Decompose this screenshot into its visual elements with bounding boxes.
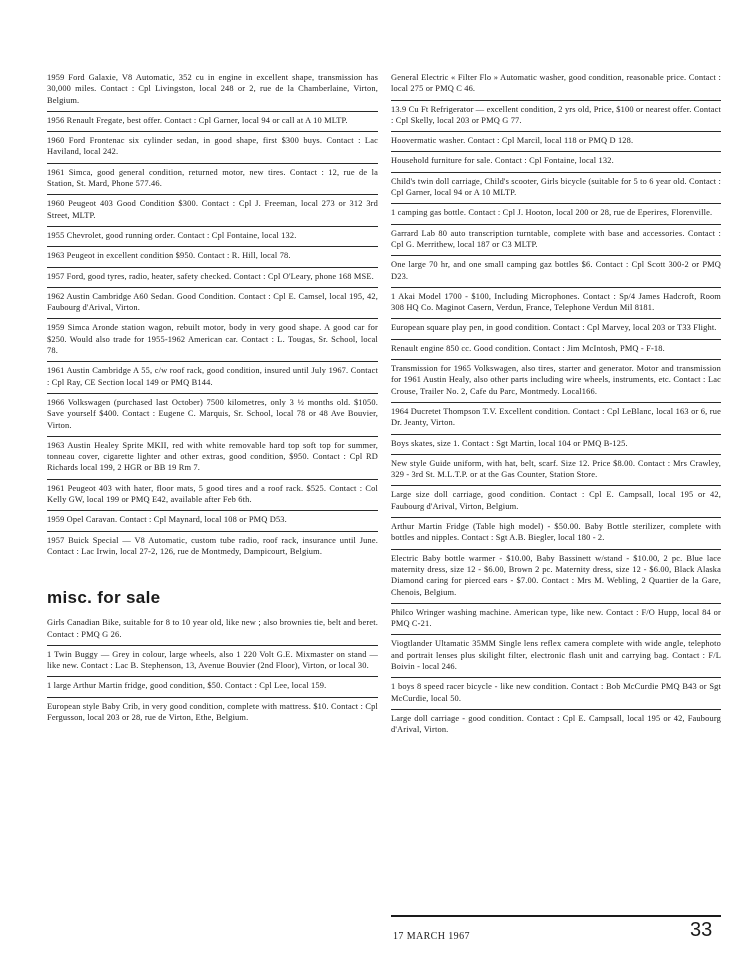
classified-ad: Transmission for 1965 Volkswagen, also tires, starter and generator. Motor and transmission for 1961 Austin Healy, also other parts including wire wheels, instruments, etc. Contact : Lac Crouse, Trailer No. 2, Cafe du Parc, Montmedy. Local166. xyxy=(391,359,721,402)
classified-ad: Girls Canadian Bike, suitable for 8 to 10 year old, like new ; also brownies tie, belt and beret. Contact : PMQ G 26. xyxy=(47,618,378,639)
classified-ad: Arthur Martin Fridge (Table high model) - $50.00. Baby Bottle sterilizer, complete with bottles and nipples. Contact : Sgt A.B. Biegler, local 180 - 2. xyxy=(391,517,721,549)
classified-ad: Hoovermatic washer. Contact : Cpl Marcil, local 118 or PMQ D 128. xyxy=(391,131,721,151)
classified-ad: 13.9 Cu Ft Refrigerator — excellent condition, 2 yrs old, Price, $100 or nearest offer. Contact : Cpl Skelly, local 203 or PMQ G 77. xyxy=(391,100,721,132)
classified-ad: Large doll carriage - good condition. Contact : Cpl E. Campsall, local 195 or 42, Faubourg d'Arival, Virton. xyxy=(391,709,721,741)
classified-ad: Child's twin doll carriage, Child's scooter, Girls bicycle (suitable for 5 to 6 year old. Contact : Cpl Garner, local 94 or A 10 MLTP. xyxy=(391,172,721,204)
classified-ad: European square play pen, in good condition. Contact : Cpl Marvey, local 203 or T33 Flight. xyxy=(391,318,721,338)
classified-ad: 1962 Austin Cambridge A60 Sedan. Good Condition. Contact : Cpl E. Camsel, local 195, 42, Faubourg d'Arival, Virton. xyxy=(47,287,378,319)
classified-ad: 1966 Volkswagen (purchased last October) 7500 kilometres, only 3 ½ months old. $1050. Save yourself $400. Contact : Eugene C. Marquis, Sr. School, local 78 or 48 Ave Bouvier, Virton. xyxy=(47,393,378,436)
classified-ad: General Electric « Filter Flo » Automatic washer, good condition, reasonable price. Contact : local 275 or PMQ C 46. xyxy=(391,73,721,94)
classified-ad: Electric Baby bottle warmer - $10.00, Baby Bassinett w/stand - $10.00, 2 pc. Blue lace maternity dress, size 12 - $6.00, Brown 2 pc. Maternity dress, size 12 - $6.00, Black Alaska Diamond caring for pierced ears - $7.00. Contact : Mrs M. Webling, 2 Quartier de la Gare, Chenois, Belgium. xyxy=(391,549,721,603)
classified-ad: 1 Akai Model 1700 - $100, Including Microphones. Contact : Sp/4 James Hadcroft, Room 308 HQ Co. Maginot Casern, Verdun, France, Telephone Verdun Mil 8181. xyxy=(391,287,721,319)
classified-ad: 1959 Opel Caravan. Contact : Cpl Maynard, local 108 or PMQ D53. xyxy=(47,510,378,530)
classified-ad: 1955 Chevrolet, good running order. Contact : Cpl Fontaine, local 132. xyxy=(47,226,378,246)
right-column xyxy=(391,68,721,740)
classified-ad: Renault engine 850 cc. Good condition. Contact : Jim McIntosh, PMQ - F-18. xyxy=(391,339,721,359)
classified-ad: 1957 Buick Special — V8 Automatic, custom tube radio, roof rack, insurance until June. Contact : Lac Irwin, local 27-2, 126, rue de Montmedy, Dampicourt, Belgium. xyxy=(47,531,378,563)
classified-ad: 1 camping gas bottle. Contact : Cpl J. Hooton, local 200 or 28, rue de Eperires, Florenville. xyxy=(391,203,721,223)
classified-ad: One large 70 hr, and one small camping gaz bottles $6. Contact : Cpl Scott 300-2 or PMQ D23. xyxy=(391,255,721,287)
footer-date: 17 MARCH 1967 xyxy=(393,931,470,942)
classified-ad: Philco Wringer washing machine. American type, like new. Contact : F/O Hupp, local 84 or PMQ C-21. xyxy=(391,603,721,635)
classified-ad: 1961 Simca, good general condition, returned motor, new tires. Contact : 12, rue de la Station, St. Mard, Phone 577.46. xyxy=(47,163,378,195)
classified-ad: Garrard Lab 80 auto transcription turntable, complete with base and accessories. Contact : Cpl G. Merrithew, local 187 or C3 MLTP. xyxy=(391,224,721,256)
classified-ad: 1 Twin Buggy — Grey in colour, large wheels, also 1 220 Volt G.E. Mixmaster on stand — like new. Contact : Lac B. Stephenson, 13, Avenue Bouvier (2nd Floor), Virton, or local 30. xyxy=(47,645,378,677)
classified-ad: 1959 Simca Aronde station wagon, rebuilt motor, body in very good shape. A good car for $250. Would also trade for 1955-1962 American car. Contact : L. Tougas, Sr. School, local 78. xyxy=(47,318,378,361)
classified-ad: Viogtlander Ultamatic 35MM Single lens reflex camera complete with wide angle, telephoto and portrait lenses plus skilight filter, electronic flash unit and carrying bag. Contact : F/L Boivin - local 246. xyxy=(391,634,721,677)
classified-ad: 1960 Peugeot 403 Good Condition $300. Contact : Cpl J. Freeman, local 273 or 312 3rd Street, MLTP. xyxy=(47,194,378,226)
classified-ad: European style Baby Crib, in very good condition, complete with mattress. $10. Contact : Cpl Fergusson, local 203 or 28, rue de Virton, Ethe, Belgium. xyxy=(47,697,378,729)
classified-ad: 1 large Arthur Martin fridge, good condition, $50. Contact : Cpl Lee, local 159. xyxy=(47,676,378,696)
misc-section-title: misc. for sale xyxy=(47,588,161,608)
classified-ad: 1956 Renault Fregate, best offer. Contact : Cpl Garner, local 94 or call at A 10 MLTP. xyxy=(47,111,378,131)
classified-ad: Boys skates, size 1. Contact : Sgt Martin, local 104 or PMQ B-125. xyxy=(391,434,721,454)
classified-ad: 1 boys 8 speed racer bicycle - like new condition. Contact : Bob McCurdie PMQ B43 or Sgt McCurdie, local 50. xyxy=(391,677,721,709)
classified-ad: 1963 Peugeot in excellent condition $950. Contact : R. Hill, local 78. xyxy=(47,246,378,266)
classified-ad: 1959 Ford Galaxie, V8 Automatic, 352 cu in engine in excellent shape, transmission has 30,000 miles. Contact : Cpl Livingston, local 248 or 2, rue de la Chamberlaine, Virton, Belgium. xyxy=(47,73,378,105)
classified-ad: 1960 Ford Frontenac six cylinder sedan, in good shape, first $300 buys. Contact : Lac Haviland, local 242. xyxy=(47,131,378,163)
page-number: 33 xyxy=(690,919,713,941)
classified-ad: Large size doll carriage, good condition. Contact : Cpl E. Campsall, local 195 or 42, Faubourg d'Arival, Virton, Belgium. xyxy=(391,485,721,517)
classified-ad: Household furniture for sale. Contact : Cpl Fontaine, local 132. xyxy=(391,151,721,171)
classified-ad: 1957 Ford, good tyres, radio, heater, safety checked. Contact : Cpl O'Leary, phone 168 MSE. xyxy=(47,267,378,287)
classified-ad: 1961 Austin Cambridge A 55, c/w roof rack, good condition, insured until July 1967. Contact : Cpl Ray, CE Section local 149 or PMQ B144. xyxy=(47,361,378,393)
classified-ad: 1963 Austin Healey Sprite MKII, red with white removable hard top soft top for summer, tonneau cover, cigarette lighter and other extras, good condition, $950. Contact : Cpl RD Richards local 199, 2 HGR or BB 19 Rm 7. xyxy=(47,436,378,479)
classified-ad: 1961 Peugeot 403 with hater, floor mats, 5 good tires and a roof rack. $525. Contact : Col Kelly GW, local 199 or PMQ E42, available after Feb 6th. xyxy=(47,479,378,511)
left-column xyxy=(47,68,378,728)
footer-rule xyxy=(391,915,721,917)
classified-ad: 1964 Ducretet Thompson T.V. Excellent condition. Contact : Cpl LeBlanc, local 163 or 6, rue Dr. Jeanty, Virton. xyxy=(391,402,721,434)
classified-ad: New style Guide uniform, with hat, belt, scarf. Size 12. Price $8.00. Contact : Mrs Crawley, 329 - 3rd St. M.L.T.P. or at the Gas Counter, Station Store. xyxy=(391,454,721,486)
